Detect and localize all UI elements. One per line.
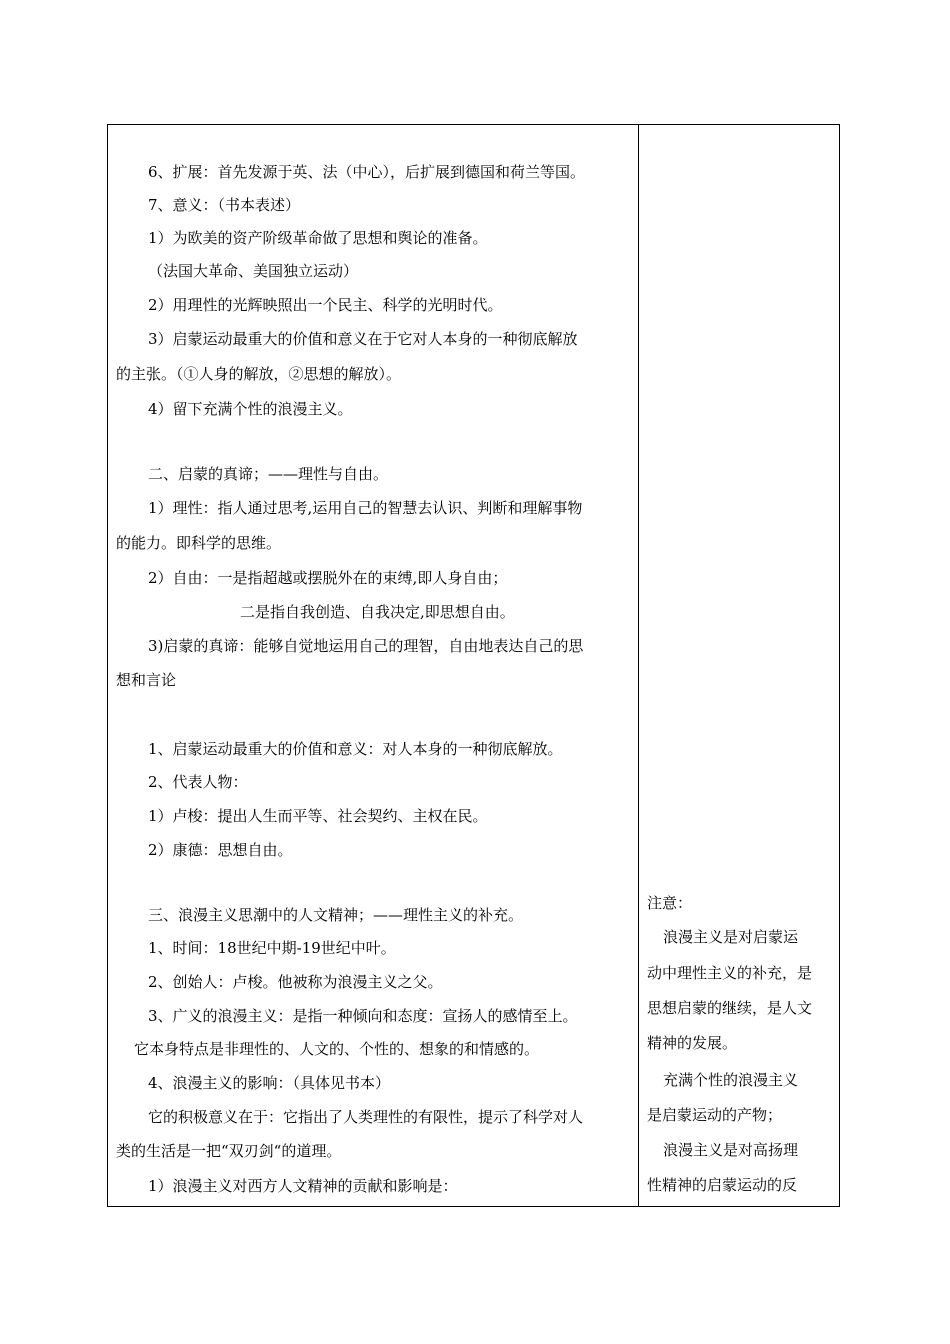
text-line: 3）启蒙运动最重大的价值和意义在于它对人本身的一种彻底解放 — [148, 330, 578, 348]
main-column — [108, 125, 638, 1206]
text-line: 的能力。即科学的思维。 — [116, 534, 282, 552]
notes-line: 浪漫主义是对启蒙运 — [663, 928, 799, 946]
text-line: 2）康德：思想自由。 — [148, 841, 293, 859]
notes-line: 充满个性的浪漫主义 — [663, 1071, 799, 1089]
notes-line: 精神的发展。 — [647, 1034, 738, 1052]
text-line: 3、广义的浪漫主义：是指一种倾向和态度：宣扬人的感情至上。 — [148, 1007, 578, 1025]
text-line: 的主张。（①人身的解放，②思想的解放）。 — [116, 365, 402, 383]
text-line: 2、创始人：卢梭。他被称为浪漫主义之父。 — [148, 973, 443, 991]
text-line: 2）自由：一是指超越或摆脱外在的束缚,即人身自由； — [148, 569, 508, 587]
text-line: 1、启蒙运动最重大的价值和意义：对人本身的一种彻底解放。 — [148, 740, 563, 758]
notes-line: 动中理性主义的补充，是 — [647, 964, 813, 982]
text-line: 类的生活是一把“双刃剑“的道理。 — [116, 1142, 342, 1160]
section-heading: 二、启蒙的真谛；——理性与自由。 — [148, 465, 389, 483]
text-line: 1）卢梭：提出人生而平等、社会契约、主权在民。 — [148, 807, 488, 825]
notes-line: 性精神的启蒙运动的反 — [647, 1176, 798, 1194]
text-line: 1、时间：18世纪中期-19世纪中叶。 — [148, 939, 396, 957]
notes-line: 浪漫主义是对高扬理 — [663, 1141, 799, 1159]
text-line: 1）理性：指人通过思考,运用自己的智慧去认识、判断和理解事物 — [148, 499, 583, 517]
text-line: 2）用理性的光辉映照出一个民主、科学的光明时代。 — [148, 296, 503, 314]
notes-line: 思想启蒙的继续，是人文 — [647, 999, 813, 1017]
text-line: （法国大革命、美国独立运动） — [148, 262, 359, 280]
notes-heading: 注意： — [647, 894, 693, 912]
text-line: 4、浪漫主义的影响：（具体见书本） — [148, 1074, 391, 1092]
text-line: 7、意义：（书本表述） — [148, 196, 301, 214]
content-table — [107, 124, 840, 1207]
text-line: 1）为欧美的资产阶级革命做了思想和舆论的准备。 — [148, 229, 488, 247]
text-line: 4）留下充满个性的浪漫主义。 — [148, 400, 353, 418]
text-line: 6、扩展：首先发源于英、法（中心），后扩展到德国和荷兰等国。 — [148, 163, 586, 181]
text-line: 想和言论 — [116, 671, 177, 689]
section-heading: 三、浪漫主义思潮中的人文精神；——理性主义的补充。 — [148, 906, 524, 924]
text-line: 它本身特点是非理性的、人文的、个性的、想象的和情感的。 — [134, 1040, 540, 1058]
text-line: 二是指自我创造、自我决定,即思想自由。 — [240, 603, 515, 621]
text-line: 1）浪漫主义对西方人文精神的贡献和影响是： — [148, 1177, 458, 1195]
text-line: 2、代表人物： — [148, 773, 248, 791]
notes-line: 是启蒙运动的产物； — [647, 1106, 783, 1124]
notes-column — [639, 125, 839, 1206]
text-line: 3)启蒙的真谛：能够自觉地运用自己的理智，自由地表达自己的思 — [148, 637, 584, 655]
text-line: 它的积极意义在于：它指出了人类理性的有限性，提示了科学对人 — [148, 1108, 584, 1126]
